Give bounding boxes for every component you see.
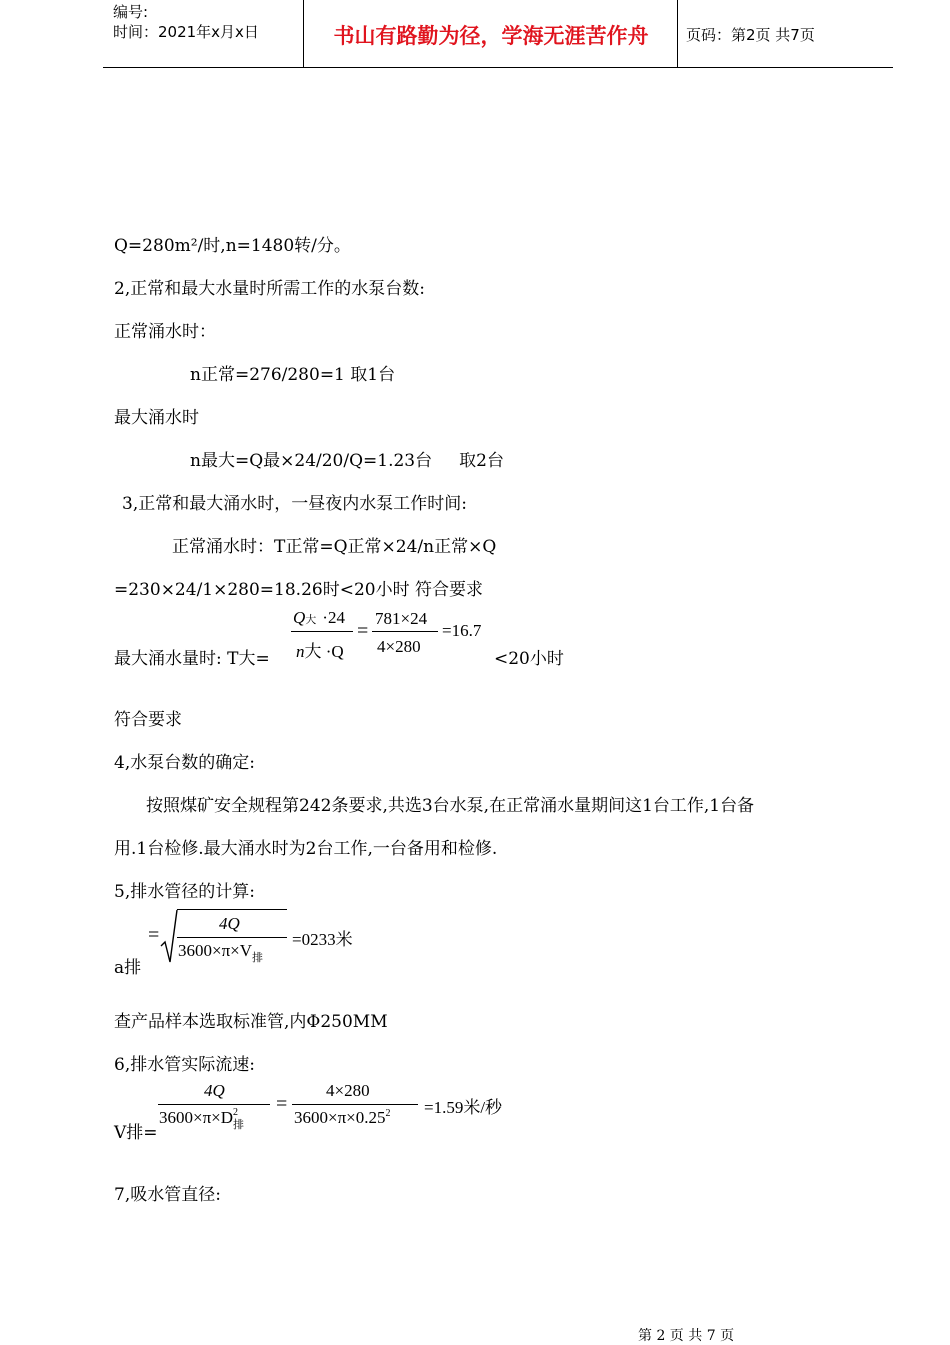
formula-equals: = (148, 924, 160, 946)
text-line: V排= (114, 1123, 158, 1143)
formula-equals: = (276, 1093, 288, 1115)
formula-numerator: 781×24 (375, 609, 428, 628)
section-heading: 6,排水管实际流速: (114, 1055, 255, 1075)
formula-supsub (233, 1108, 244, 1130)
text-line: 正常涌水时： (114, 322, 216, 342)
formula-text: 3600×π×V (178, 941, 253, 960)
fraction-bar (372, 631, 438, 632)
formula-result: =0233米 (292, 930, 353, 949)
formula-text: 3600×π×D (159, 1108, 234, 1127)
header-rule (103, 67, 893, 68)
header-meta (113, 2, 259, 42)
formula-text: 大 ·Q (304, 642, 344, 661)
formula-equals: = (357, 620, 369, 642)
formula-text: ·24 (322, 608, 345, 627)
fraction-bar (292, 1104, 418, 1105)
formula-symbol: Q (293, 608, 306, 627)
header-divider (677, 0, 678, 67)
formula-result: =16.7 (442, 621, 482, 640)
fraction-bar (158, 1104, 270, 1105)
text-line: 符合要求 (114, 710, 182, 730)
formula-denominator (294, 1108, 391, 1128)
document-number-label: 编号: (113, 3, 149, 21)
text-line: 最大涌水量时: T大= (114, 649, 270, 669)
formula-denominator: 4×280 (377, 637, 421, 656)
formula-subscript: 大 (305, 614, 317, 626)
formula-subscript: 排 (233, 1119, 245, 1131)
page-footer: 第 2 页 共 7 页 (638, 1328, 735, 1344)
section-heading: 4,水泵台数的确定: (114, 753, 255, 773)
formula-superscript: 2 (233, 1107, 239, 1118)
header-slogan: 书山有路勤为径，学海无涯苦作舟 (333, 24, 649, 48)
page-header (103, 0, 893, 68)
formula-result: =1.59米/秒 (424, 1098, 503, 1117)
text-line: n最大=Q最×24/20/Q=1.23台 取2台 (190, 451, 504, 471)
formula-denominator (296, 637, 344, 662)
text-line: n正常=276/280=1 取1台 (190, 365, 396, 385)
document-time-label: 时间：2021年x月x日 (113, 23, 259, 41)
sqrt-radical-icon (160, 908, 178, 964)
formula-symbol: n (296, 642, 305, 661)
formula-numerator: 4Q (219, 914, 240, 933)
text-line: =230×24/1×280=18.26时<20小时 符合要求 (114, 580, 483, 600)
text-line: a排 (114, 958, 142, 978)
section-heading: 2,正常和最大水量时所需工作的水泵台数: (114, 279, 425, 299)
section-heading: 5,排水管径的计算: (114, 882, 255, 902)
text-line: Q=280m²/时,n=1480转/分。 (114, 236, 351, 256)
text-line: 最大涌水时 (114, 408, 199, 428)
text-line: 查产品样本选取标准管,内Φ250MM (114, 1012, 388, 1032)
text-line: 按照煤矿安全规程第242条要求,共选3台水泵,在正常涌水量期间这1台工作,1台备 (146, 796, 755, 816)
text-line: 正常涌水时：T正常=Q正常×24/n正常×Q (172, 537, 497, 557)
formula-numerator: 4×280 (326, 1081, 370, 1100)
text-line: <20小时 (494, 649, 564, 669)
formula-denominator (159, 1108, 244, 1130)
header-divider (303, 0, 304, 67)
fraction-bar (177, 937, 287, 938)
formula-numerator: 4Q (204, 1081, 225, 1100)
formula-text: 3600×π×0.25 (294, 1108, 386, 1127)
sqrt-overline (177, 909, 287, 910)
text-line: 用.1台检修.最大涌水时为2台工作,一台备用和检修. (114, 839, 498, 859)
section-heading: 7,吸水管直径: (114, 1185, 221, 1205)
fraction-bar (291, 631, 353, 632)
formula-denominator (178, 941, 263, 965)
formula-subscript: 排 (252, 952, 264, 964)
formula-superscript: 2 (385, 1108, 391, 1119)
header-page-label: 页码：第2页 共7页 (686, 26, 815, 44)
formula-numerator (293, 608, 345, 628)
section-heading: 3,正常和最大涌水时，一昼夜内水泵工作时间: (122, 494, 467, 514)
